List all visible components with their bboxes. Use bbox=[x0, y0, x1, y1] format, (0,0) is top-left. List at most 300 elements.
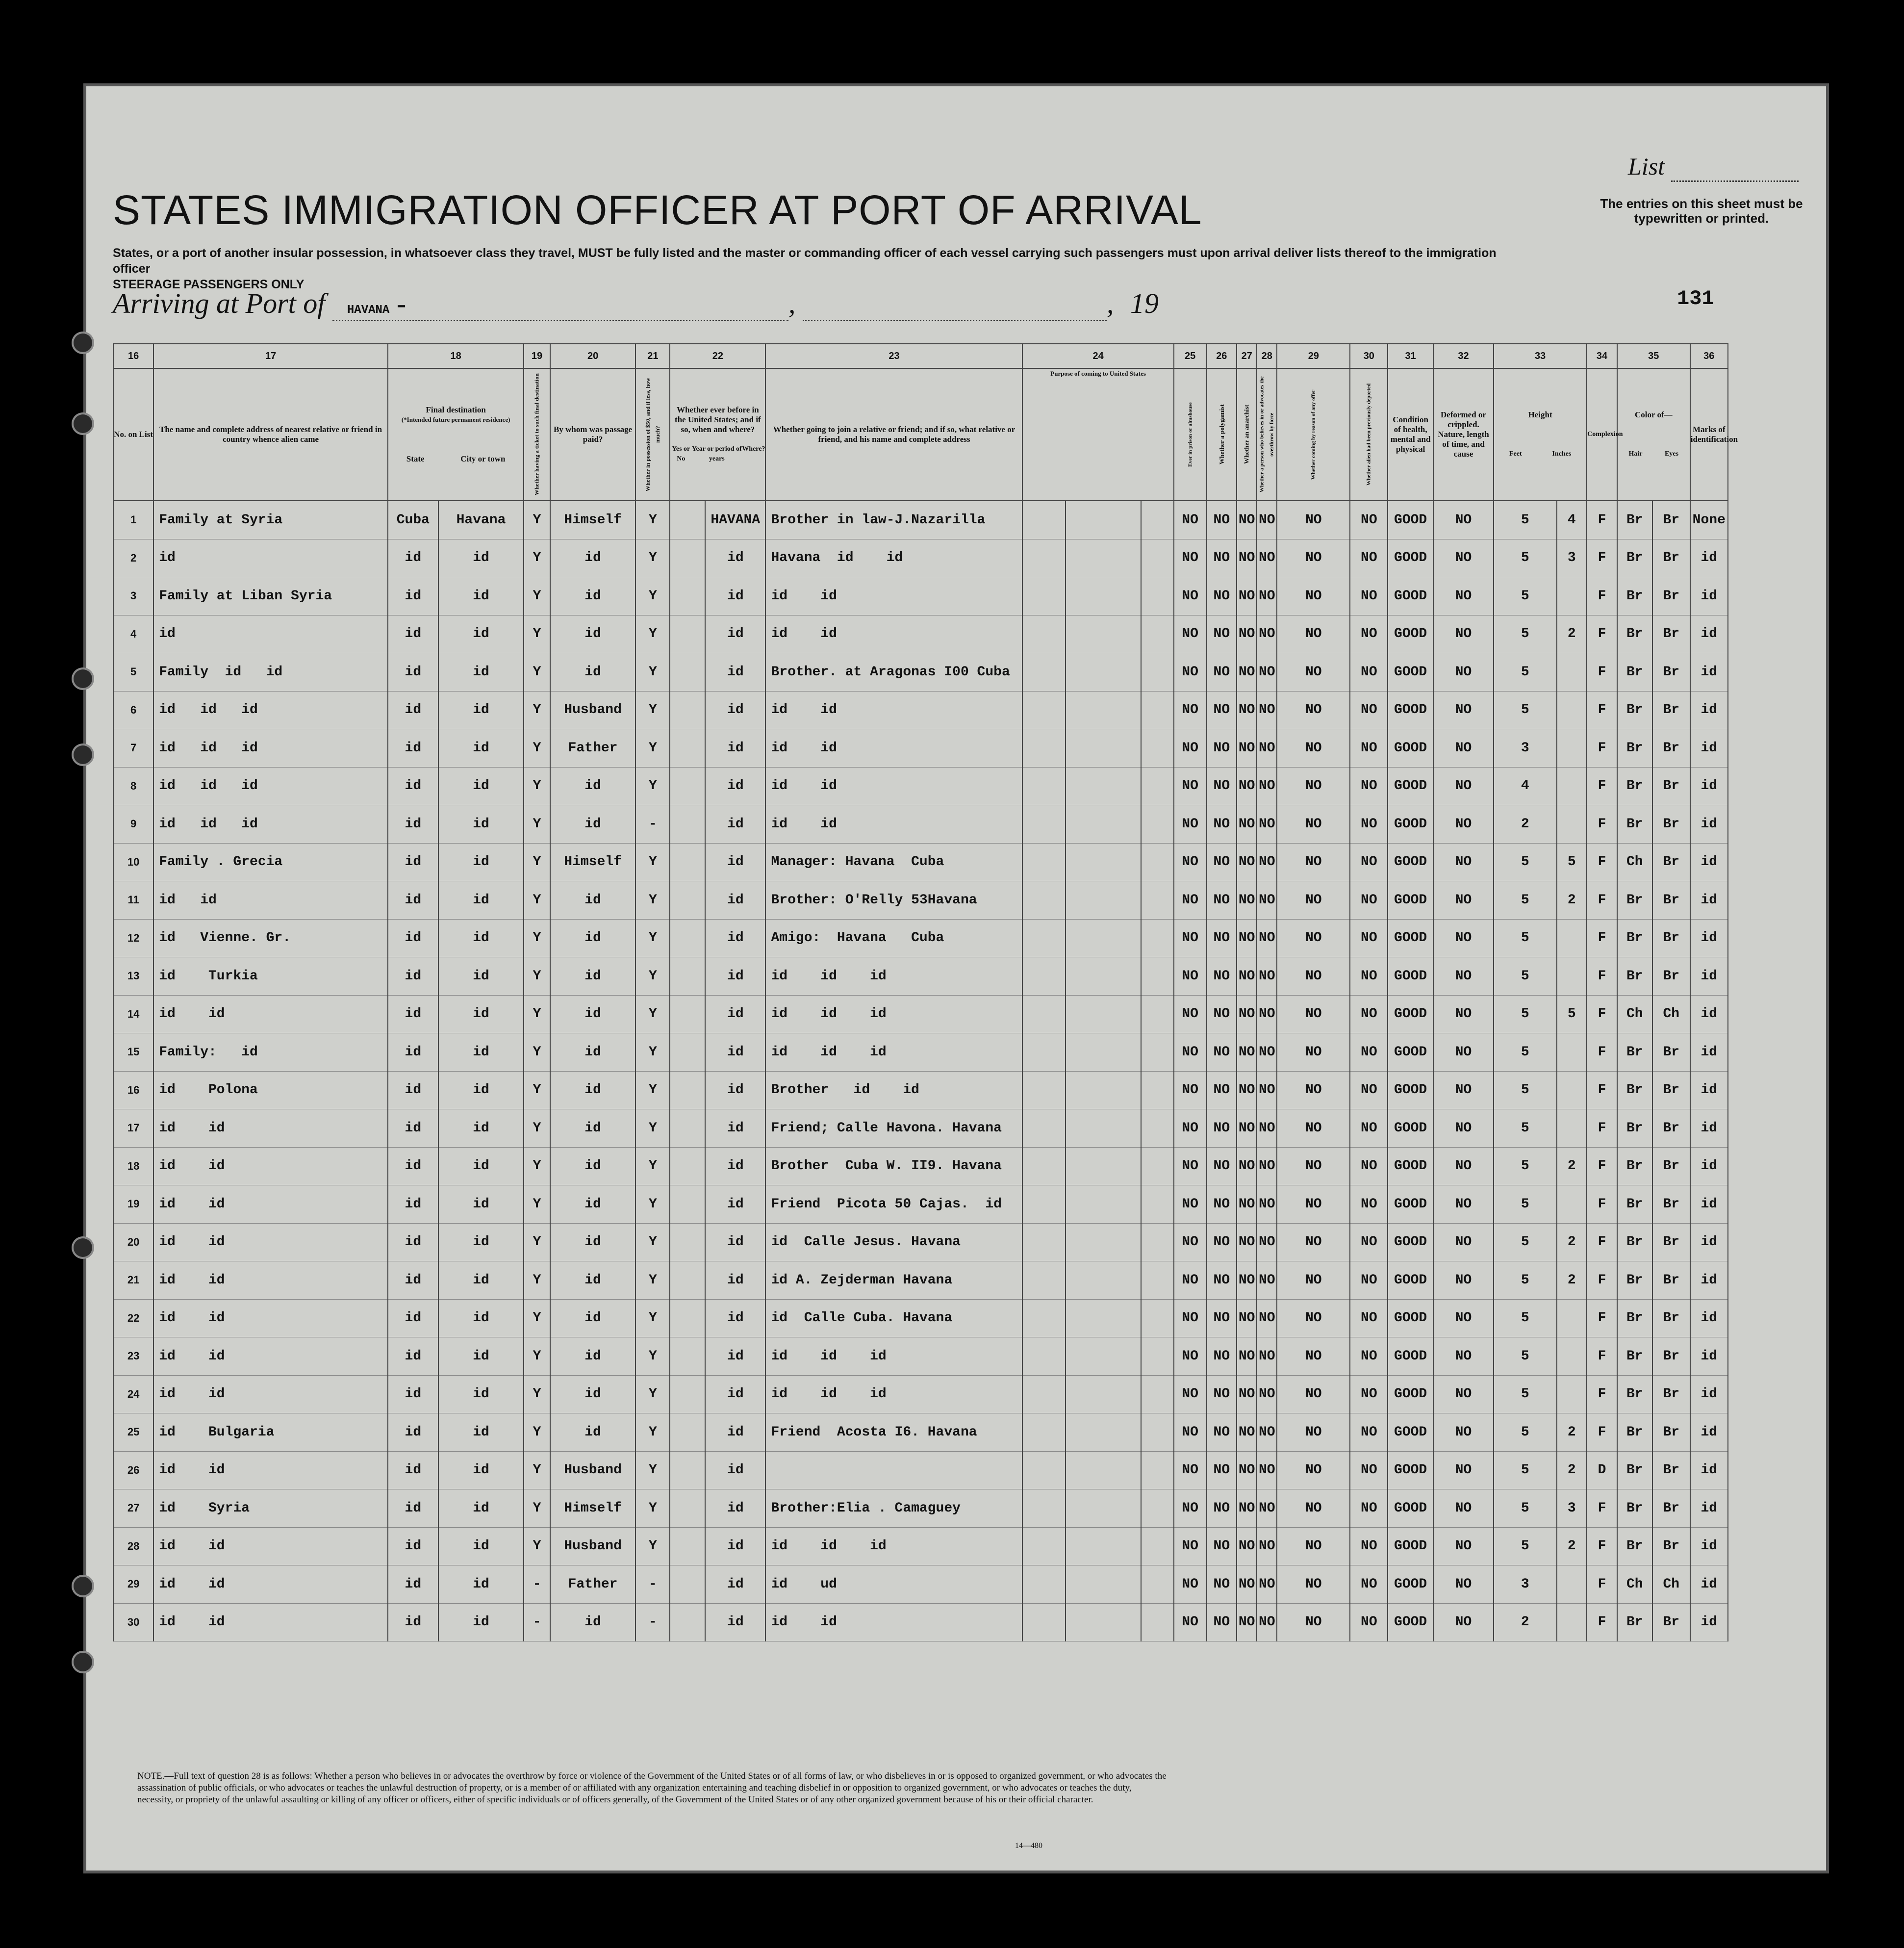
cell-hair: Br bbox=[1617, 1337, 1652, 1376]
cell-c29: NO bbox=[1277, 805, 1350, 844]
cell-rel: Family . Grecia bbox=[153, 843, 388, 881]
cell-health: GOOD bbox=[1388, 1451, 1433, 1489]
list-label: List bbox=[1628, 152, 1799, 182]
column-number: 21 bbox=[635, 344, 670, 368]
cell-join: Brother:Elia . Camaguey bbox=[765, 1489, 1022, 1528]
cell-health: GOOD bbox=[1388, 957, 1433, 996]
table-row bbox=[113, 691, 1819, 729]
cell-empty bbox=[1141, 1337, 1174, 1376]
cell-c27: NO bbox=[1237, 767, 1257, 805]
cell-money: Y bbox=[635, 729, 670, 768]
cell-feet: 5 bbox=[1494, 615, 1556, 653]
cell-c29: NO bbox=[1277, 539, 1350, 577]
cell-before: id bbox=[705, 1071, 765, 1109]
cell-c26: NO bbox=[1207, 1299, 1237, 1337]
cell-c29: NO bbox=[1277, 843, 1350, 881]
cell-empty bbox=[1066, 843, 1141, 881]
header-health: Condition of health, mental and physical bbox=[1388, 368, 1433, 501]
cell-c25: NO bbox=[1174, 691, 1207, 729]
cell-paid: id bbox=[550, 577, 636, 615]
cell-comp: D bbox=[1587, 1451, 1617, 1489]
cell-empty bbox=[670, 539, 705, 577]
cell-c27: NO bbox=[1237, 1337, 1257, 1376]
cell-empty bbox=[1066, 1299, 1141, 1337]
cell-c27: NO bbox=[1237, 957, 1257, 996]
cell-city: id bbox=[438, 615, 524, 653]
cell-city: id bbox=[438, 577, 524, 615]
cell-c29: NO bbox=[1277, 1489, 1350, 1528]
cell-empty bbox=[670, 1337, 705, 1376]
cell-money: Y bbox=[635, 1033, 670, 1072]
cell-c28: NO bbox=[1257, 1147, 1277, 1185]
cell-c27: NO bbox=[1237, 1565, 1257, 1604]
cell-c26: NO bbox=[1207, 653, 1237, 692]
cell-paid: id bbox=[550, 1261, 636, 1300]
table-row bbox=[113, 1413, 1819, 1452]
cell-feet: 5 bbox=[1494, 1109, 1556, 1148]
column-number-row bbox=[113, 344, 1819, 368]
cell-health: GOOD bbox=[1388, 501, 1433, 539]
column-number: 16 bbox=[113, 344, 153, 368]
cell-marks: id bbox=[1690, 1527, 1728, 1565]
cell-empty bbox=[670, 843, 705, 881]
table-row bbox=[113, 729, 1819, 768]
cell-comp: F bbox=[1587, 1337, 1617, 1376]
cell-city: id bbox=[438, 919, 524, 957]
cell-empty bbox=[1022, 1565, 1065, 1604]
cell-deformed: NO bbox=[1433, 805, 1494, 844]
cell-join: Friend; Calle Havona. Havana bbox=[765, 1109, 1022, 1148]
cell-c25: NO bbox=[1174, 767, 1207, 805]
cell-marks: id bbox=[1690, 1375, 1728, 1413]
cell-c28: NO bbox=[1257, 1223, 1277, 1261]
cell-c27: NO bbox=[1237, 805, 1257, 844]
cell-ticket: Y bbox=[524, 1337, 550, 1376]
cell-empty bbox=[1141, 1261, 1174, 1300]
cell-eyes: Br bbox=[1652, 881, 1690, 920]
cell-empty bbox=[1066, 577, 1141, 615]
cell-empty bbox=[1066, 729, 1141, 768]
column-number: 30 bbox=[1350, 344, 1388, 368]
cell-c28: NO bbox=[1257, 1375, 1277, 1413]
cell-c27: NO bbox=[1237, 653, 1257, 692]
table-row bbox=[113, 1489, 1819, 1528]
cell-empty bbox=[1022, 1033, 1065, 1072]
manifest-table bbox=[113, 343, 1819, 1641]
cell-c25: NO bbox=[1174, 1261, 1207, 1300]
cell-c30: NO bbox=[1350, 501, 1388, 539]
cell-n: 3 bbox=[113, 577, 153, 615]
cell-eyes: Br bbox=[1652, 1223, 1690, 1261]
cell-empty bbox=[1141, 805, 1174, 844]
cell-rel: id id id bbox=[153, 691, 388, 729]
cell-inches: 2 bbox=[1557, 881, 1587, 920]
cell-c26: NO bbox=[1207, 1261, 1237, 1300]
cell-join: id id id bbox=[765, 1527, 1022, 1565]
cell-marks: id bbox=[1690, 1147, 1728, 1185]
cell-empty bbox=[670, 1565, 705, 1604]
punch-hole bbox=[74, 745, 92, 764]
cell-before: id bbox=[705, 1299, 765, 1337]
cell-hair: Br bbox=[1617, 1147, 1652, 1185]
cell-c28: NO bbox=[1257, 729, 1277, 768]
cell-empty bbox=[1022, 1071, 1065, 1109]
cell-c25: NO bbox=[1174, 539, 1207, 577]
cell-join: id id bbox=[765, 767, 1022, 805]
cell-before: id bbox=[705, 615, 765, 653]
cell-city: id bbox=[438, 1109, 524, 1148]
header-yesno: Yes or No bbox=[672, 445, 690, 462]
cell-empty bbox=[1141, 729, 1174, 768]
cell-hair: Br bbox=[1617, 1413, 1652, 1452]
column-number: 17 bbox=[153, 344, 388, 368]
cell-ticket: Y bbox=[524, 501, 550, 539]
cell-empty bbox=[1022, 767, 1065, 805]
cell-feet: 5 bbox=[1494, 957, 1556, 996]
cell-hair: Ch bbox=[1617, 995, 1652, 1033]
cell-state: id bbox=[388, 691, 438, 729]
cell-empty bbox=[1141, 691, 1174, 729]
cell-deformed: NO bbox=[1433, 957, 1494, 996]
cell-ticket: Y bbox=[524, 1489, 550, 1528]
cell-ticket: Y bbox=[524, 1375, 550, 1413]
cell-empty bbox=[1066, 1147, 1141, 1185]
cell-before: id bbox=[705, 1147, 765, 1185]
cell-city: id bbox=[438, 1299, 524, 1337]
cell-state: id bbox=[388, 881, 438, 920]
cell-state: id bbox=[388, 919, 438, 957]
table-row bbox=[113, 881, 1819, 920]
cell-n: 16 bbox=[113, 1071, 153, 1109]
table-row bbox=[113, 615, 1819, 653]
cell-health: GOOD bbox=[1388, 1413, 1433, 1452]
cell-empty bbox=[1066, 881, 1141, 920]
cell-c28: NO bbox=[1257, 843, 1277, 881]
cell-empty bbox=[1141, 653, 1174, 692]
table-row bbox=[113, 1147, 1819, 1185]
cell-c26: NO bbox=[1207, 995, 1237, 1033]
cell-money: Y bbox=[635, 843, 670, 881]
cell-c26: NO bbox=[1207, 957, 1237, 996]
cell-c26: NO bbox=[1207, 1375, 1237, 1413]
cell-c25: NO bbox=[1174, 615, 1207, 653]
cell-empty bbox=[1066, 767, 1141, 805]
cell-deformed: NO bbox=[1433, 653, 1494, 692]
cell-before: id bbox=[705, 691, 765, 729]
cell-c29: NO bbox=[1277, 1451, 1350, 1489]
header-inches: Inches bbox=[1552, 450, 1572, 458]
cell-deformed: NO bbox=[1433, 1527, 1494, 1565]
cell-empty bbox=[1022, 1413, 1065, 1452]
manifest-sheet bbox=[83, 83, 1829, 1873]
cell-inches bbox=[1557, 767, 1587, 805]
cell-city: id bbox=[438, 1261, 524, 1300]
cell-c25: NO bbox=[1174, 805, 1207, 844]
cell-c28: NO bbox=[1257, 1451, 1277, 1489]
cell-c29: NO bbox=[1277, 729, 1350, 768]
cell-state: id bbox=[388, 1147, 438, 1185]
cell-c30: NO bbox=[1350, 881, 1388, 920]
cell-money: Y bbox=[635, 995, 670, 1033]
cell-c27: NO bbox=[1237, 729, 1257, 768]
cell-c26: NO bbox=[1207, 691, 1237, 729]
cell-inches bbox=[1557, 577, 1587, 615]
cell-c25: NO bbox=[1174, 843, 1207, 881]
cell-inches bbox=[1557, 1185, 1587, 1224]
table-row bbox=[113, 1071, 1819, 1109]
cell-comp: F bbox=[1587, 1223, 1617, 1261]
cell-empty bbox=[670, 1185, 705, 1224]
cell-city: id bbox=[438, 767, 524, 805]
column-number: 31 bbox=[1388, 344, 1433, 368]
cell-c29: NO bbox=[1277, 1413, 1350, 1452]
cell-join: id Calle Jesus. Havana bbox=[765, 1223, 1022, 1261]
cell-join: id id bbox=[765, 615, 1022, 653]
cell-before: id bbox=[705, 1261, 765, 1300]
cell-c30: NO bbox=[1350, 1147, 1388, 1185]
cell-inches bbox=[1557, 1299, 1587, 1337]
cell-rel: id id bbox=[153, 1185, 388, 1224]
cell-deformed: NO bbox=[1433, 1489, 1494, 1528]
cell-health: GOOD bbox=[1388, 1147, 1433, 1185]
cell-paid: id bbox=[550, 995, 636, 1033]
cell-c25: NO bbox=[1174, 1109, 1207, 1148]
cell-city: id bbox=[438, 1337, 524, 1376]
port-value: HAVANA bbox=[347, 304, 390, 317]
cell-rel: id Polona bbox=[153, 1071, 388, 1109]
cell-paid: Father bbox=[550, 729, 636, 768]
cell-city: id bbox=[438, 1185, 524, 1224]
cell-before: id bbox=[705, 881, 765, 920]
cell-c28: NO bbox=[1257, 995, 1277, 1033]
cell-before: id bbox=[705, 729, 765, 768]
cell-feet: 5 bbox=[1494, 919, 1556, 957]
cell-rel: id bbox=[153, 539, 388, 577]
cell-empty bbox=[1141, 1071, 1174, 1109]
cell-state: id bbox=[388, 805, 438, 844]
cell-before: id bbox=[705, 843, 765, 881]
cell-join bbox=[765, 1451, 1022, 1489]
cell-inches: 5 bbox=[1557, 995, 1587, 1033]
cell-money: Y bbox=[635, 577, 670, 615]
header-ticket: Whether having a ticket to such final destination bbox=[524, 368, 550, 501]
cell-empty bbox=[1022, 995, 1065, 1033]
table-row bbox=[113, 805, 1819, 844]
cell-c27: NO bbox=[1237, 615, 1257, 653]
cell-join: id id id bbox=[765, 1375, 1022, 1413]
cell-money: Y bbox=[635, 1071, 670, 1109]
cell-c29: NO bbox=[1277, 919, 1350, 957]
cell-c30: NO bbox=[1350, 1223, 1388, 1261]
cell-eyes: Br bbox=[1652, 615, 1690, 653]
cell-empty bbox=[1141, 1299, 1174, 1337]
cell-ticket: Y bbox=[524, 881, 550, 920]
cell-marks: id bbox=[1690, 957, 1728, 996]
cell-city: Havana bbox=[438, 501, 524, 539]
cell-empty bbox=[1066, 1185, 1141, 1224]
cell-money: - bbox=[635, 805, 670, 844]
cell-c29: NO bbox=[1277, 1223, 1350, 1261]
cell-feet: 2 bbox=[1494, 1603, 1556, 1641]
cell-eyes: Ch bbox=[1652, 1565, 1690, 1604]
cell-comp: F bbox=[1587, 1071, 1617, 1109]
cell-paid: Himself bbox=[550, 1489, 636, 1528]
table-row bbox=[113, 539, 1819, 577]
cell-c26: NO bbox=[1207, 843, 1237, 881]
cell-rel: Family: id bbox=[153, 1033, 388, 1072]
column-number: 18 bbox=[388, 344, 524, 368]
cell-ticket: Y bbox=[524, 767, 550, 805]
header-money: Whether in possession of $50, and if less, how much? bbox=[635, 368, 670, 501]
cell-rel: id Turkia bbox=[153, 957, 388, 996]
cell-before: id bbox=[705, 1033, 765, 1072]
cell-comp: F bbox=[1587, 767, 1617, 805]
cell-empty bbox=[1022, 501, 1065, 539]
cell-empty bbox=[1141, 539, 1174, 577]
cell-c26: NO bbox=[1207, 1451, 1237, 1489]
cell-empty bbox=[670, 577, 705, 615]
cell-marks: id bbox=[1690, 995, 1728, 1033]
page-title: STATES IMMIGRATION OFFICER AT PORT OF ARRIVAL bbox=[113, 187, 1202, 233]
cell-empty bbox=[670, 1071, 705, 1109]
cell-join: Brother in law-J.Nazarilla bbox=[765, 501, 1022, 539]
cell-feet: 5 bbox=[1494, 501, 1556, 539]
cell-n: 9 bbox=[113, 805, 153, 844]
cell-eyes: Br bbox=[1652, 1375, 1690, 1413]
cell-health: GOOD bbox=[1388, 1337, 1433, 1376]
cell-c29: NO bbox=[1277, 653, 1350, 692]
cell-join: id id id bbox=[765, 957, 1022, 996]
cell-ticket: Y bbox=[524, 919, 550, 957]
cell-c30: NO bbox=[1350, 1603, 1388, 1641]
table-row bbox=[113, 1033, 1819, 1072]
cell-c28: NO bbox=[1257, 691, 1277, 729]
cell-c28: NO bbox=[1257, 767, 1277, 805]
cell-city: id bbox=[438, 691, 524, 729]
cell-empty bbox=[1066, 653, 1141, 692]
cell-empty bbox=[670, 881, 705, 920]
cell-deformed: NO bbox=[1433, 881, 1494, 920]
cell-comp: F bbox=[1587, 615, 1617, 653]
cell-empty bbox=[1022, 1527, 1065, 1565]
cell-empty bbox=[1066, 1489, 1141, 1528]
cell-join: id id id bbox=[765, 1337, 1022, 1376]
cell-n: 30 bbox=[113, 1603, 153, 1641]
cell-c30: NO bbox=[1350, 1261, 1388, 1300]
cell-empty bbox=[1022, 1489, 1065, 1528]
cell-c27: NO bbox=[1237, 1451, 1257, 1489]
cell-c30: NO bbox=[1350, 1565, 1388, 1604]
subtitle-text: States, or a port of another insular possession, in whatsoever class they travel, MUST be fully listed and the master or commanding officer of each vessel carrying such passengers must upon arrival deliver lists thereof to the immigration officer bbox=[113, 246, 1497, 276]
cell-health: GOOD bbox=[1388, 919, 1433, 957]
cell-c30: NO bbox=[1350, 653, 1388, 692]
cell-c27: NO bbox=[1237, 1299, 1257, 1337]
column-number: 24 bbox=[1022, 344, 1173, 368]
table-row bbox=[113, 1261, 1819, 1300]
cell-c29: NO bbox=[1277, 1337, 1350, 1376]
cell-ticket: Y bbox=[524, 957, 550, 996]
cell-inches bbox=[1557, 1033, 1587, 1072]
cell-ticket: Y bbox=[524, 1527, 550, 1565]
cell-deformed: NO bbox=[1433, 501, 1494, 539]
cell-c29: NO bbox=[1277, 1147, 1350, 1185]
header-feet: Feet bbox=[1509, 450, 1522, 458]
cell-n: 13 bbox=[113, 957, 153, 996]
header-color-label: Color of— bbox=[1634, 410, 1673, 419]
cell-empty bbox=[1022, 1147, 1065, 1185]
cell-paid: id bbox=[550, 1071, 636, 1109]
cell-comp: F bbox=[1587, 1413, 1617, 1452]
cell-c30: NO bbox=[1350, 1375, 1388, 1413]
cell-marks: id bbox=[1690, 539, 1728, 577]
column-number: 33 bbox=[1494, 344, 1587, 368]
header-overthrow: Whether a person who believes in or advocates the overthrow by force bbox=[1257, 368, 1277, 501]
cell-before: id bbox=[705, 767, 765, 805]
cell-c30: NO bbox=[1350, 1185, 1388, 1224]
cell-empty bbox=[1141, 995, 1174, 1033]
table-row bbox=[113, 577, 1819, 615]
cell-rel: id id bbox=[153, 1109, 388, 1148]
cell-inches: 4 bbox=[1557, 501, 1587, 539]
cell-empty bbox=[1066, 691, 1141, 729]
cell-feet: 5 bbox=[1494, 881, 1556, 920]
cell-marks: id bbox=[1690, 1185, 1728, 1224]
cell-c30: NO bbox=[1350, 1413, 1388, 1452]
header-destination bbox=[388, 368, 524, 501]
cell-empty bbox=[1022, 729, 1065, 768]
cell-c26: NO bbox=[1207, 1337, 1237, 1376]
cell-before: id bbox=[705, 1565, 765, 1604]
cell-deformed: NO bbox=[1433, 843, 1494, 881]
cell-inches bbox=[1557, 1071, 1587, 1109]
cell-join: Friend Acosta I6. Havana bbox=[765, 1413, 1022, 1452]
cell-c27: NO bbox=[1237, 843, 1257, 881]
cell-before: id bbox=[705, 1413, 765, 1452]
cell-feet: 5 bbox=[1494, 843, 1556, 881]
cell-before: id bbox=[705, 1603, 765, 1641]
cell-before: id bbox=[705, 653, 765, 692]
cell-marks: id bbox=[1690, 767, 1728, 805]
table-row bbox=[113, 501, 1819, 539]
cell-empty bbox=[670, 615, 705, 653]
cell-marks: id bbox=[1690, 1071, 1728, 1109]
cell-inches: 2 bbox=[1557, 1413, 1587, 1452]
cell-empty bbox=[1066, 1451, 1141, 1489]
cell-n: 26 bbox=[113, 1451, 153, 1489]
cell-empty bbox=[1141, 1527, 1174, 1565]
cell-n: 14 bbox=[113, 995, 153, 1033]
cell-inches: 2 bbox=[1557, 1147, 1587, 1185]
cell-money: Y bbox=[635, 1451, 670, 1489]
cell-c30: NO bbox=[1350, 691, 1388, 729]
cell-city: id bbox=[438, 1375, 524, 1413]
cell-ticket: Y bbox=[524, 1147, 550, 1185]
table-row bbox=[113, 1185, 1819, 1224]
cell-money: Y bbox=[635, 881, 670, 920]
header-offer: Whether coming by reason of any offer bbox=[1277, 368, 1350, 501]
cell-join: Brother id id bbox=[765, 1071, 1022, 1109]
cell-c26: NO bbox=[1207, 501, 1237, 539]
cell-paid: id bbox=[550, 881, 636, 920]
cell-empty bbox=[1022, 805, 1065, 844]
cell-paid: Husband bbox=[550, 1451, 636, 1489]
cell-rel: id id bbox=[153, 1375, 388, 1413]
cell-inches: 3 bbox=[1557, 539, 1587, 577]
cell-c29: NO bbox=[1277, 1033, 1350, 1072]
cell-empty bbox=[670, 805, 705, 844]
cell-state: id bbox=[388, 577, 438, 615]
punch-hole bbox=[74, 333, 92, 352]
